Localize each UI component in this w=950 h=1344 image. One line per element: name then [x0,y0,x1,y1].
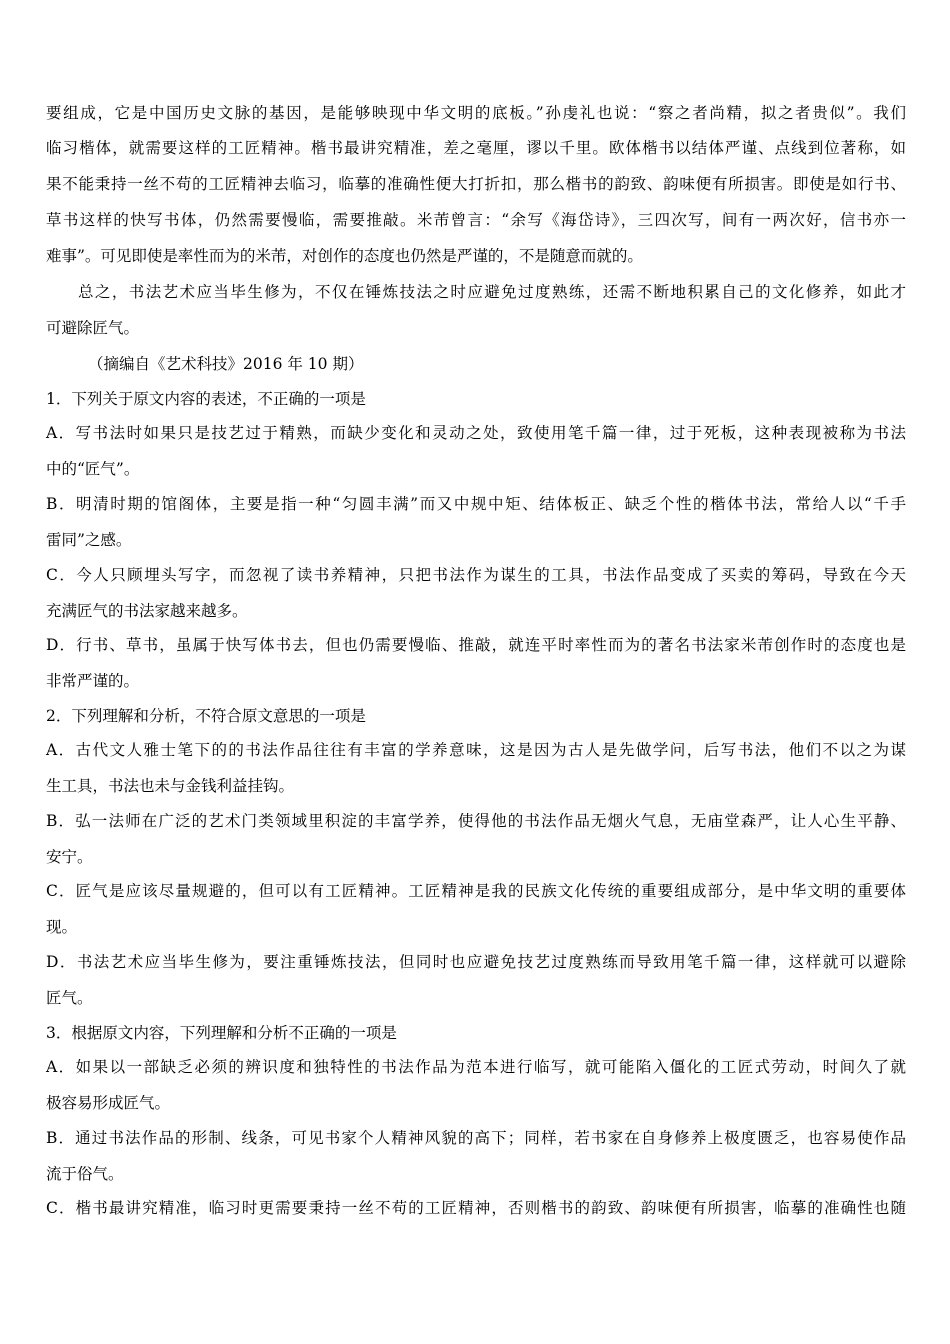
passage-line: 总之，书法艺术应当毕生修为，不仅在锤炼技法之时应避免过度熟练，还需不断地积累自己的文化修养，如此才 [78,283,906,301]
option-line: 安宁。 [46,848,93,866]
passage-source: （摘编自《艺术科技》2016 年 10 期） [88,355,364,373]
passage-line: 草书这样的快写书体，仍然需要慢临，需要推敲。米芾曾言：“余写《海岱诗》，三四次写，间有一两次好，信书亦一 [46,211,906,229]
option-line: C．楷书最讲究精准，临习时更需要秉持一丝不苟的工匠精神，否则楷书的韵致、韵味便有所损害，临摹的准确性也随 [46,1199,906,1217]
question-stem: 3．根据原文内容，下列理解和分析不正确的一项是 [46,1024,397,1042]
option-line: A．古代文人雅士笔下的的书法作品往往有丰富的学养意味，这是因为古人是先做学问，后写书法，他们不以之为谋 [46,741,906,759]
option-line: 极容易形成匠气。 [46,1094,171,1112]
passage-line: 果不能秉持一丝不苟的工匠精神去临习，临摹的准确性便大打折扣，那么楷书的韵致、韵味便有所损害。即使是如行书、 [46,175,906,193]
option-line: B．弘一法师在广泛的艺术门类领域里积淀的丰富学养，使得他的书法作品无烟火气息，无庙堂森严，让人心生平静、 [46,812,906,830]
option-line: 流于俗气。 [46,1165,124,1183]
option-line: 匠气。 [46,989,93,1007]
passage-line: 可避除匠气。 [46,319,140,337]
passage-line: 临习楷体，就需要这样的工匠精神。楷书最讲究精准，差之毫厘，谬以千里。欧体楷书以结体严谨、点线到位著称，如 [46,139,906,157]
option-line: D．行书、草书，虽属于快写体书去，但也仍需要慢临、推敲，就连平时率性而为的著名书法家米芾创作时的态度也是 [46,636,906,654]
option-line: C．匠气是应该尽量规避的，但可以有工匠精神。工匠精神是我的民族文化传统的重要组成部分，是中华文明的重要体 [46,882,906,900]
question-stem: 1．下列关于原文内容的表述，不正确的一项是 [46,390,366,408]
option-line: 中的“匠气”。 [46,460,140,478]
option-line: A．写书法时如果只是技艺过于精熟，而缺少变化和灵动之处，致使用笔千篇一律，过于死板，这种表现被称为书法 [46,424,906,442]
option-line: 生工具，书法也未与金钱利益挂钩。 [46,777,295,795]
option-line: B．明清时期的馆阁体，主要是指一种“匀圆丰满”而又中规中矩、结体板正、缺乏个性的楷体书法，常给人以“千手 [46,495,906,513]
passage-line: 难事”。可见即使是率性而为的米芾，对创作的态度也仍然是严谨的，不是随意而就的。 [46,247,643,265]
option-line: D．书法艺术应当毕生修为，要注重锤炼技法，但同时也应避免技艺过度熟练而导致用笔千篇一律，这样就可以避除 [46,953,906,971]
option-line: 雷同”之感。 [46,531,132,549]
option-line: 非常严谨的。 [46,672,140,690]
option-line: 现。 [46,918,78,936]
option-line: A．如果以一部缺乏必须的辨识度和独特性的书法作品为范本进行临写，就可能陷入僵化的工匠式劳动，时间久了就 [46,1058,906,1076]
question-stem: 2．下列理解和分析，不符合原文意思的一项是 [46,707,366,725]
option-line: C．今人只顾埋头写字，而忽视了读书养精神，只把书法作为谋生的工具，书法作品变成了买卖的筹码，导致在今天 [46,566,906,584]
passage-line: 要组成，它是中国历史文脉的基因，是能够映现中华文明的底板。”孙虔礼也说：“察之者尚精，拟之者贵似”。我们 [46,104,906,122]
option-line: B．通过书法作品的形制、线条，可见书家个人精神风貌的高下；同样，若书家在自身修养上极度匮乏，也容易使作品 [46,1129,906,1147]
option-line: 充满匠气的书法家越来越多。 [46,602,248,620]
